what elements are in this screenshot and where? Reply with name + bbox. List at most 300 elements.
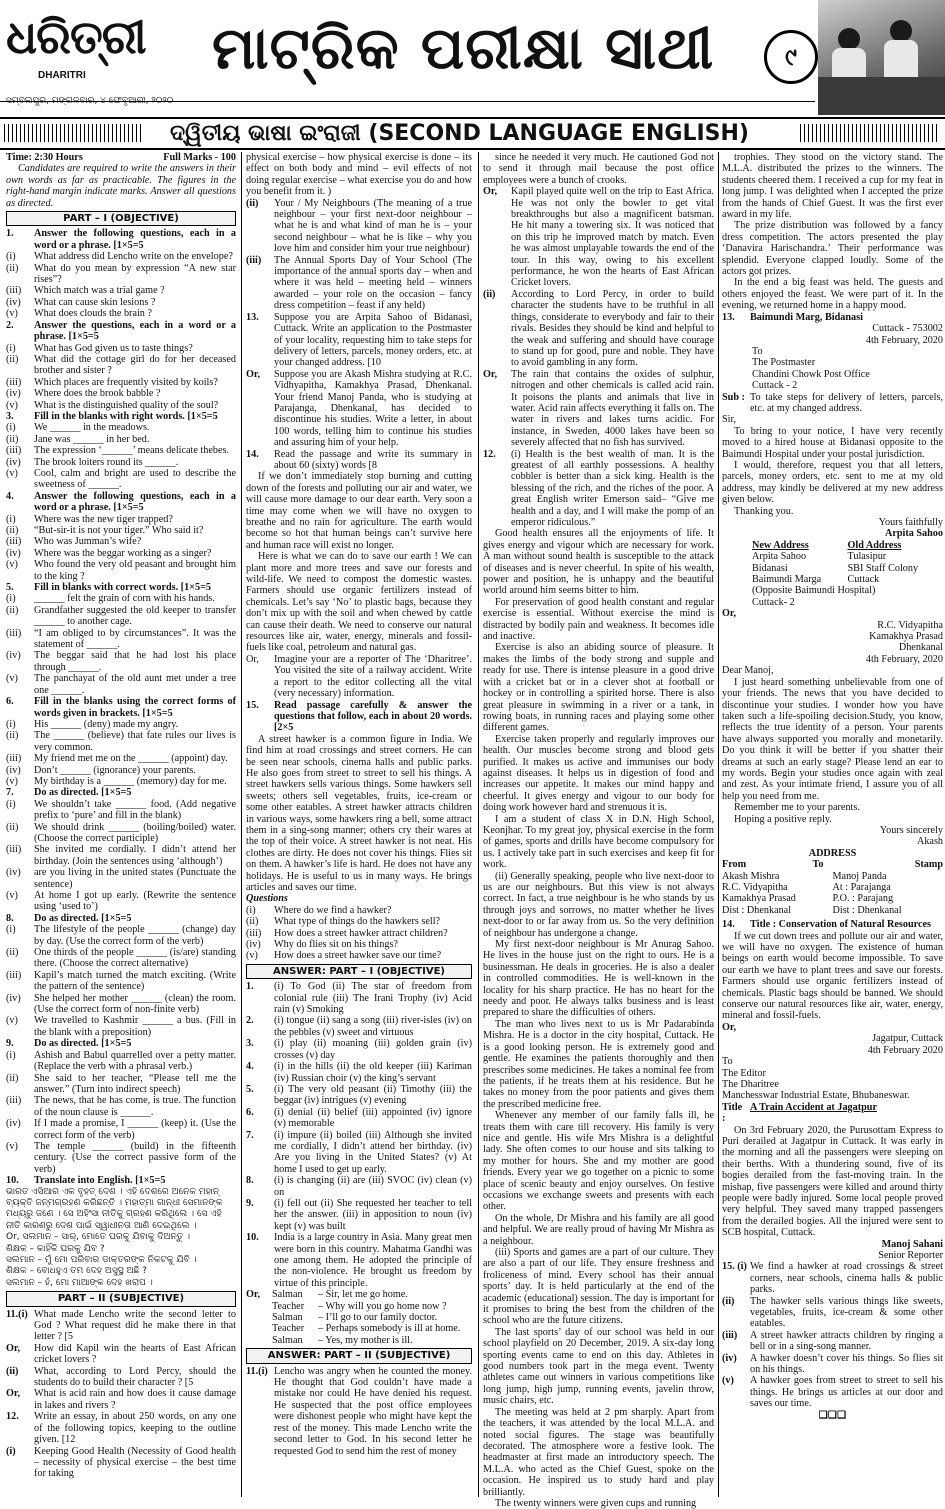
question bbox=[246, 950, 472, 961]
question bbox=[6, 354, 236, 377]
question bbox=[6, 1015, 236, 1038]
letter-date: 4th February, 2020 bbox=[865, 334, 943, 346]
instructions: Candidates are required to write the answers in their own words as far as practicable. The figures in the right-hand margin indicate marks. Answer all questions as directed. bbox=[6, 163, 236, 209]
subject-title: ଦ୍ୱିତୀୟ ଭାଷା ଇଂରାଜୀ (SECOND LANGUAGE ENGLISH) bbox=[170, 120, 749, 146]
text-span: The brook loiters round its ______. bbox=[34, 456, 179, 468]
text-span: (i) bbox=[246, 904, 256, 916]
column-2 bbox=[246, 152, 472, 1497]
question bbox=[6, 320, 236, 343]
text-span: We shouldn’t take ______ food. (Add negative prefix to ‘pure’ and fill in the blank) bbox=[34, 798, 236, 822]
text-span: She said to her teacher, “Please tell me the answer.” (Turn into indirect speech) bbox=[34, 1072, 236, 1095]
section-heading: PART – II (SUBJECTIVE) bbox=[6, 1291, 236, 1306]
band-decoration-left bbox=[4, 124, 144, 142]
column-4 bbox=[722, 152, 943, 1497]
address-row bbox=[752, 563, 943, 574]
question bbox=[6, 388, 236, 399]
text-span: Or, bbox=[6, 1342, 21, 1354]
answer bbox=[246, 1175, 472, 1198]
answer bbox=[246, 1084, 472, 1107]
letter-subject bbox=[722, 392, 943, 415]
text-span: 15. bbox=[246, 699, 259, 711]
text-span: Cool, calm and bright are used to describe the sweetness of ______. bbox=[34, 467, 236, 491]
text-span: What type of things do the hawkers sell? bbox=[274, 916, 441, 928]
text-span: (ii) bbox=[6, 525, 19, 536]
address-header bbox=[722, 540, 943, 551]
question bbox=[6, 753, 236, 764]
text-span: Imagine your are a reporter of The ‘Dharitree’. You visited the site of a railway accident. Write a report to the editor collecting all the vital (very necessary) information. bbox=[274, 653, 472, 700]
text-span: According to Lord Percy, in order to build character the students have to be truthful in all things, considerate to everybody and fair to their rivals. Besides they should be kind and helpful to the weak and suffering and should have courage to stand up for good, pure and noble. They have to avoid gambling in any form. bbox=[511, 288, 714, 369]
question bbox=[6, 799, 236, 822]
question bbox=[483, 449, 714, 529]
dialogue-line bbox=[246, 1323, 472, 1334]
text-span: (i) is changing (ii) are (iii) SVOC (iv) clean (v) on bbox=[274, 1175, 472, 1198]
text-span: – Sir, let me go home. bbox=[318, 1289, 408, 1301]
text-span: (ii) bbox=[6, 433, 19, 445]
text-span: (iv) bbox=[6, 867, 21, 879]
text-span: (iv) bbox=[6, 1118, 21, 1130]
text-span: A street hawker attracts children by ringing a bell or in a sing-song manner. bbox=[750, 1329, 943, 1353]
text-span: To bbox=[812, 859, 824, 871]
question bbox=[6, 468, 236, 491]
text-span: Answer the following questions, each in a word or a phrase. [1×5=5 bbox=[34, 490, 236, 514]
text-span: 10. bbox=[246, 1232, 259, 1244]
text-span: My birthday is a ______ (memory) day for me. bbox=[34, 775, 227, 787]
signature: Arpita Sahoo bbox=[884, 528, 943, 540]
text-span: What does clouds the brain ? bbox=[34, 308, 152, 320]
text-span: We find a hawker at road crossings & street corners, near schools, cinema halls & public parks. bbox=[750, 1261, 943, 1296]
paragraph: My first next-door neighbour is Mr Anurag Sahoo. He lives in the house just on the right to ours. He is a businessman. He deals in groceries. He is also a dealer in controlled commodities. He is well-known in the locality for his sharp practice. He has no heart for the needy and poor. He always talks business and is least prepared to share the difficulties of others. bbox=[483, 939, 714, 1019]
question bbox=[6, 582, 236, 593]
text-span: (i) bbox=[6, 513, 16, 525]
paragraph: Exercise is also an abiding source of pleasure. It makes the limbs of the body strong and supple and ready for use. There is intense pleasure in a good drive with a cricket bat or in a clever shot at football or hockey or in controlling a spirited horse. There is also great pleasure in swimming in a river or a tank, in rowing boats, in running races and playing some other different games. bbox=[483, 642, 714, 734]
text-span: (iii) bbox=[246, 927, 262, 939]
text-span: The news, that he has come, is true. The function of the noun clause is ______. bbox=[34, 1095, 236, 1118]
odia-text: ଶିକ୍ଷକ – କାହିଁକି ଘରକୁ ଯିବ ? bbox=[6, 1243, 105, 1254]
letter-header-line: 4th February, 2020 bbox=[865, 653, 943, 665]
answer bbox=[246, 1015, 472, 1038]
text-span: 14. bbox=[722, 919, 735, 931]
text-span: (v) bbox=[6, 467, 18, 479]
text-span: What is acid rain and how does it cause damage in lakes and rivers ? bbox=[34, 1388, 236, 1411]
text-span: 5. bbox=[246, 1083, 254, 1095]
text-span: Where does the brook babble ? bbox=[34, 388, 161, 400]
passage: Here is what we can do to save our earth ! We can plant more and more trees and save our forests and wild-life. We need to compost the domestic wastes. Farmers should use organic fertilizers instead of chemicals. Let’s say ‘No’ to plastic bags, because they don’t mix up with the soil and when chewed by cattle can cause their death. We need to conserve our natural resources like air, water, energy, minerals and fossil-fuels like coal, petroleum and natural gas. bbox=[246, 551, 472, 654]
text-span: At home I got up early. (Rewrite the sentence using ‘used to’) bbox=[34, 890, 236, 913]
address-row bbox=[722, 882, 943, 893]
signature: Akash bbox=[916, 836, 943, 848]
text-span: (v) bbox=[6, 559, 18, 571]
text-span: Which match was a trial game ? bbox=[34, 285, 165, 297]
text-span: Ashish and Babul quarrelled over a petty matter. (Replace the verb with a phrasal verb.) bbox=[34, 1049, 236, 1073]
question bbox=[6, 251, 236, 262]
question bbox=[6, 1309, 236, 1343]
text-span: (v) bbox=[6, 673, 18, 685]
address-line: To bbox=[752, 345, 763, 357]
letter-header-line: Kamakhya Prasad bbox=[869, 631, 943, 643]
question bbox=[6, 787, 236, 798]
question bbox=[6, 970, 236, 993]
report-body: On 3rd February 2020, the Purusottam Express to Puri derailed at Jagatpur in Cuttack. It was early in the morning and all the passengers were sleeping on their berths. With a thundering sound, five of its bogies derailed from the fast-moving train. In the mishap, five passengers were killed and around thirty people were badly injured. Some local people proved very helpful. They saved many trapped passengers from the derailed bogies. All the injured were sent to SCB hospital, Cuttack. bbox=[722, 1124, 943, 1239]
text-span: 3. bbox=[6, 410, 14, 422]
text-span: P.O. : Parajang bbox=[832, 893, 894, 905]
text-span: (i) bbox=[6, 924, 16, 936]
text-span: (iii) bbox=[722, 1329, 738, 1341]
question bbox=[6, 434, 236, 445]
address-line: Cuttack- 2 bbox=[752, 596, 795, 608]
text-span: At : Parajanga bbox=[832, 882, 891, 893]
answer bbox=[722, 1353, 943, 1376]
question bbox=[6, 536, 236, 547]
text-span: The lifestyle of the people ______ (change) day by day. (Use the correct form of the verb) bbox=[34, 924, 236, 947]
text-span: (iii) bbox=[6, 536, 22, 548]
text-span: Teacher bbox=[272, 1323, 305, 1335]
text-span: Old Address bbox=[847, 539, 902, 551]
dialogue-line bbox=[246, 1301, 472, 1312]
text-span: (i) bbox=[6, 718, 16, 730]
text-span: (ii) bbox=[246, 916, 259, 928]
text-span: – I’ll go to our family doctor. bbox=[318, 1312, 438, 1324]
text-span: 15. (i) bbox=[722, 1261, 747, 1273]
paragraph: (iii) Sports and games are a part of our culture. They are also a part of our life. They ensure freshness and froliceness of mind. Every school has their annual sports’ day. It is held particularly at the end of the academic (educational) session. The day is important for it promises to bring the best from the children of the school who are the future citizens. bbox=[483, 1247, 714, 1327]
paragraph: If we cut down trees and pollute our air and water, we will have no oxygen. The existence of human beings on earth would become impossible. To save our earth we have to plant trees and save our forests. Farmers should use organic fertilizers instead of chemicals. Plastic bags should be banned. We should conserve our natural resources like air, water, energy, mineral and fossil-fuels. bbox=[722, 930, 943, 1022]
answer bbox=[246, 1061, 472, 1084]
address-line: The Dharitree bbox=[722, 1078, 779, 1090]
question bbox=[6, 913, 236, 924]
section-heading: PART – I (OBJECTIVE) bbox=[6, 211, 236, 226]
question bbox=[246, 255, 472, 312]
text-span: SBI Staff Colony bbox=[847, 562, 919, 574]
question bbox=[6, 1175, 236, 1186]
paragraph: Remember me to your parents. bbox=[734, 802, 860, 814]
text-span: Fill in the blanks with right words. [1×5=5 bbox=[34, 410, 218, 422]
text-span: (iii) bbox=[246, 254, 262, 266]
text-span: 2. bbox=[246, 1015, 254, 1027]
text-span: (i) denial (ii) belief (iii) appointed (iv) ignore (v) memorable bbox=[274, 1106, 472, 1130]
text-span: 13. bbox=[722, 311, 735, 323]
answer bbox=[246, 981, 472, 1015]
answer bbox=[246, 1130, 472, 1176]
text-span: Who found the very old peasant and brought him to the king ? bbox=[34, 559, 236, 582]
text-span: Translate into English. [1×5=5 bbox=[34, 1175, 166, 1187]
question bbox=[6, 297, 236, 308]
text-span: Your / My Neighbours (The meaning of a true neighbour – your first next-door neighbour – what he is and what kind of man he is – your second neighbour – what he is like – why you love him and consider him your true neighbour) bbox=[274, 197, 472, 255]
text-span: (i) Health is the best wealth of man. It is the greatest of all earthly possessions. A healthy cobbler is better than a sick king. Health is the blessing of the rich, and the riches of the poor. A great English writer Emerson said– “Give me health and a day, and I will make the pomp of an emperor ridiculous.” bbox=[511, 448, 714, 528]
text-span: (i) impure (ii) boiled (iii) Although she invited me cordially, I didn’t attend her birthday. (iv) Are you living in the United States? (v) At home I used to get up early. bbox=[274, 1129, 472, 1175]
question bbox=[6, 593, 236, 604]
exam-marks: Full Marks - 100 bbox=[163, 152, 236, 163]
question bbox=[6, 696, 236, 719]
odia-text: Or, ସଲମାନ – ସାର୍, ମୋତେ ଘରକୁ ଯିବାକୁ ଦିଅନ୍ତୁ । bbox=[6, 1232, 191, 1243]
text-span: India is a large country in Asia. Many great men were born in this country. Mahatma Gandhi was one among them. He adopted the principle of the non-violence. He brought us freedom by virtue of this principle. bbox=[274, 1232, 472, 1289]
text-span: If I made a promise, I ______ (keep) it. (Use the correct form of the verb) bbox=[34, 1118, 236, 1141]
letter-header bbox=[722, 312, 943, 323]
letter-header-line: Dhenkanal bbox=[898, 642, 943, 654]
text-span: (iv) bbox=[6, 992, 21, 1004]
text-span: We should drink ______ (boiling/boiled) water. (Choose the correct participle) bbox=[34, 821, 236, 844]
answer bbox=[246, 1038, 472, 1061]
text-span: Read passage carefully & answer the questions that follow, each in about 20 words. [2×5 bbox=[274, 699, 472, 734]
text-span: (iii) bbox=[6, 844, 22, 856]
question bbox=[6, 947, 236, 970]
address-line: Manchesswar Industrial Estate, Bhubaneswar. bbox=[722, 1090, 910, 1102]
reporter-name: Manoj Sahani bbox=[881, 1238, 943, 1250]
text-span: (ii) bbox=[6, 1365, 19, 1377]
logo-text: ଧରିତ୍ରୀ bbox=[6, 10, 146, 64]
text-span bbox=[246, 1335, 272, 1346]
passage: A street hawker is a common figure in India. We find him at road crossings and street corners. He can be seen near schools, cinema halls and public parks. He also goes from street to street to sell his things. A street hawkers sells various things. Some hawkers sell sweets; others sell vegetables, fruits, ice-cream or some other eatables. A street hawker attracts children in various ways, some hawkers ring a bell, some attract them in a sing-song manner; others cry their wares at the top of their voice. A street hawker is not neat. His clothes are dirty. He does not cover his things. Flies sit on them. A hawker’s life is hard. He does not have any holidays. He is useful to us in many ways. He brings articles and saves our time. bbox=[246, 733, 472, 893]
question bbox=[6, 514, 236, 525]
text-span: New Address bbox=[752, 539, 809, 551]
question bbox=[6, 308, 236, 319]
column-1 bbox=[6, 152, 236, 1497]
paragraph: The meeting was held at 2 pm sharply. Apart from the teachers, it was attended by the local M.L.A. and noted social figures. The stage was beautifully decorated. The atmosphere wore a festive look. The headmaster at first made an introductory speech. The M.L.A. who acted as the Chief Guest, spoke on the occasion. He inspired us to study hard and play brilliantly. bbox=[483, 1406, 714, 1498]
text-span: The beggar said that he had lost his place through ______. bbox=[34, 650, 236, 673]
text-span: What can cause skin lesions ? bbox=[34, 296, 156, 308]
issue-number: ୯ bbox=[764, 30, 818, 84]
question bbox=[6, 1343, 236, 1366]
text-span: (iv) bbox=[6, 650, 21, 662]
text-span bbox=[246, 1301, 272, 1312]
dialogue-line bbox=[246, 1335, 472, 1346]
text-span: 9. bbox=[6, 1038, 14, 1050]
question bbox=[6, 400, 236, 411]
text-span: 2. bbox=[6, 319, 14, 331]
text-span: ______ felt the grain of corn with his hands. bbox=[34, 593, 215, 605]
section-heading: ANSWER: PART – II (SUBJECTIVE) bbox=[246, 1348, 472, 1363]
question bbox=[6, 343, 236, 354]
dharitri-logo bbox=[6, 6, 146, 92]
text-span: (iv) bbox=[6, 547, 21, 559]
answer bbox=[246, 1366, 472, 1457]
text-span: Salman bbox=[272, 1312, 303, 1324]
text-span: Akash Mishra bbox=[722, 870, 780, 882]
reporter-title: Senior Reporter bbox=[878, 1250, 943, 1261]
text-span: Sub : bbox=[722, 391, 745, 403]
text-span: 6. bbox=[6, 696, 14, 708]
paragraph: The prize distribution was followed by a fancy dress competition. The actors presented the play ‘Danavira Harischandra.’ Their performance was splendid. Everyone clapped loudly. Some of the actors got prizes. bbox=[722, 220, 943, 278]
text-span: 1. bbox=[6, 228, 14, 240]
text-span: Stamp bbox=[914, 859, 943, 871]
answer bbox=[722, 1375, 943, 1409]
paragraph: I just heard something unbelievable from one of your friends. The news that you have decided to discontinue your studies. I wonder how you have taken such a life-spoiling decision.Study, you know, reflects the true identity of a person. Your parents have always supported you morally and monetarily. Do you think it will be better if you shatter their dreams at such an early stage? Please lend an ear to my words. Begin your studies once again with zeal and zest. As your intimate friend, I assure you of all help you need from me. bbox=[722, 676, 943, 802]
paragraph: The last sports’ day of our school was held in our school playfield on 20 December, 2019. A six-day long sporting events came to end on this day. Athletes in good numbers took part in the mega event. Twenty athletes came out winners in various competitions like long jump, high jump, running events, javelin throw, music chairs, etc. bbox=[483, 1326, 714, 1407]
text-span: His ______ (deny) made my angry. bbox=[34, 718, 179, 730]
question bbox=[6, 719, 236, 730]
text-span: Keeping Good Health (Necessity of Good health – necessity of physical exercise – the best time for taking bbox=[34, 1445, 236, 1480]
text-span: The expression ‘______’ means delicate thebes. bbox=[34, 445, 230, 457]
paragraph: since he needed it very much. He cautioned God not to send it through mail because the post office employees were a bunch of crooks. bbox=[483, 152, 714, 186]
question bbox=[6, 1038, 236, 1049]
question bbox=[246, 312, 472, 369]
text-span: (iv) bbox=[6, 456, 21, 468]
question bbox=[246, 700, 472, 734]
text-span: Jane was ______ in her bed. bbox=[34, 433, 150, 445]
answer bbox=[246, 1198, 472, 1232]
text-span: What do you mean by expression “A new star rises”? bbox=[34, 262, 236, 286]
question bbox=[246, 198, 472, 255]
question bbox=[6, 765, 236, 776]
text-span: We ______ in the meadows. bbox=[34, 422, 150, 434]
paragraph: On the whole, Dr Mishra and his family are all good and helpful. We are really proud of having Mr Mishra as a neighbour. bbox=[483, 1212, 714, 1247]
question bbox=[6, 491, 236, 514]
text-span: – Why will you go home now ? bbox=[318, 1300, 447, 1312]
text-span: The panchayat of the old aunt met under a tree one ______. bbox=[34, 673, 236, 696]
question bbox=[6, 628, 236, 651]
text-span: (ii) bbox=[6, 821, 19, 833]
closing: Yours sincerely bbox=[879, 824, 943, 836]
question bbox=[6, 1050, 236, 1073]
question bbox=[6, 1095, 236, 1118]
text-span: What, according to Lord Percy, should the students do to build their character ? [5 bbox=[34, 1365, 236, 1389]
question bbox=[6, 1073, 236, 1096]
text-span: (iii) bbox=[6, 445, 22, 457]
text-span: 4. bbox=[246, 1061, 254, 1073]
question bbox=[6, 844, 236, 867]
column-3 bbox=[483, 152, 714, 1509]
question bbox=[6, 1446, 236, 1480]
text-span: Do as directed. [1×5=5 bbox=[34, 912, 132, 924]
text-span: Do as directed. [1×5=5 bbox=[34, 787, 132, 799]
text-span: 6. bbox=[246, 1106, 254, 1118]
text-span: 5. bbox=[6, 582, 14, 594]
text-span: (i) bbox=[6, 1445, 16, 1457]
text-span: Or, bbox=[246, 368, 261, 380]
question bbox=[6, 228, 236, 251]
question bbox=[246, 654, 472, 700]
text-span: (ii) bbox=[6, 262, 19, 274]
text-span: 7. bbox=[6, 787, 14, 799]
text-span: (i) To God (ii) The star of freedom from colonial rule (iii) The Irani Trophy (iv) Acid rain (v) Smoking bbox=[274, 981, 472, 1016]
text-span: Or, bbox=[246, 1289, 261, 1301]
odia-text: ସଲମାନ – ମୁଁ ମୋ ପରିବାର ଡାକ୍ତରଙ୍କ ନିକଟକୁ ଯିବି । bbox=[6, 1255, 197, 1265]
text-span: (i) bbox=[6, 251, 16, 263]
text-span: Read the passage and write its summary in about 60 (sixty) words [8 bbox=[274, 448, 472, 471]
question bbox=[246, 905, 472, 916]
text-span: 4. bbox=[6, 490, 14, 502]
address-line: The Editor bbox=[722, 1067, 766, 1079]
question bbox=[6, 993, 236, 1016]
address-title: ADDRESS bbox=[808, 847, 857, 859]
text-span: Write an essay, in about 250 words, on any one of the following topics, keeping to the outline given. [12 bbox=[34, 1411, 236, 1446]
question bbox=[6, 457, 236, 468]
text-span: (ii) bbox=[483, 288, 496, 300]
text-span: Answer the questions, each in a word or a phrase. [1×5=5 bbox=[34, 319, 236, 343]
text-span: 7. bbox=[246, 1129, 254, 1141]
supplement-title: ମାଟ୍ରିକ ପରୀକ୍ଷା ସାଥୀ bbox=[212, 13, 715, 82]
text-span: (ii) bbox=[6, 730, 19, 742]
salutation: Sir, bbox=[722, 414, 737, 426]
address-line: Cuttack - 2 bbox=[752, 380, 798, 392]
paragraph: To bring to your notice, I have very recently moved to a hired house at Bidanasi opposite to the Baimundi Hospital under your postal jurisdiction. bbox=[722, 425, 943, 460]
end-marker: ❑❑❑ bbox=[818, 1409, 847, 1421]
text-span: (i) bbox=[6, 342, 16, 354]
text-span: Title : Conservation of Natural Resources bbox=[750, 919, 931, 931]
text-span: Baimundi Marga bbox=[752, 574, 822, 586]
column-divider bbox=[241, 152, 242, 1497]
text-span: Kamakhya Prasad bbox=[722, 893, 796, 905]
text-span: 11.(i) bbox=[6, 1308, 28, 1320]
text-span: Manoj Panda bbox=[832, 870, 887, 882]
text-span: (v) bbox=[6, 1015, 18, 1027]
text-span: One thirds of the people ______ (is/are) standing there. (Choose the correct alternative) bbox=[34, 947, 236, 970]
answer bbox=[722, 1296, 943, 1330]
text-span: (v) bbox=[6, 399, 18, 411]
question bbox=[6, 650, 236, 673]
text-span: (i) play (ii) moaning (iii) golden grain (iv) crosses (v) day bbox=[274, 1038, 472, 1061]
text-span: What made Lencho write the second letter to God ? What request did he make there in that letter ? [5 bbox=[34, 1308, 236, 1343]
report-header-line: Jagatpur, Cuttack bbox=[872, 1033, 943, 1045]
question bbox=[6, 605, 236, 628]
address-row bbox=[722, 871, 943, 882]
text-span: (iii) bbox=[6, 753, 22, 765]
text-span bbox=[246, 1323, 272, 1334]
text-span: 8. bbox=[246, 1175, 254, 1187]
paragraph: physical exercise – how physical exercise is done – its effect on both body and mind – evil effects of not doing regular exercise – what exercise you do and how you benefit from it. ) bbox=[246, 152, 472, 198]
or-label: Or, bbox=[722, 1021, 737, 1033]
text-span: Or, bbox=[246, 653, 259, 665]
text-span: (v) bbox=[6, 775, 18, 787]
text-span: 14. bbox=[246, 448, 259, 460]
text-span: (v) bbox=[6, 890, 18, 901]
text-span: Answer the following questions, each in a word or a phrase. [1×5=5 bbox=[34, 228, 236, 251]
text-span: “I am obliged to by circumstances”. It was the statement of ______. bbox=[34, 627, 236, 651]
text-span: Title : bbox=[722, 1101, 743, 1125]
students-exam-photo bbox=[818, 0, 945, 115]
text-span: What is the distinguished quality of the soul? bbox=[34, 399, 219, 411]
salutation: Dear Manoj, bbox=[722, 665, 774, 677]
paragraph: In the end a big feast was held. The guests and others enjoyed the feast. We were part of it. In the evening, we returned home in a happy mood. bbox=[722, 277, 943, 312]
odia-text: ସଲମାନ – ହଁ, ମୋ ମାଆଙ୍କ ଦେହ ଖରାପ । bbox=[6, 1277, 153, 1288]
question bbox=[6, 525, 236, 536]
text-span: A hawker goes from street to street to sell his things. He brings us articles at our door and saves our time. bbox=[750, 1375, 943, 1410]
text-span: How does a street hawker attract children? bbox=[274, 927, 448, 939]
text-span: How did Kapil win the hearts of East African cricket lovers ? bbox=[34, 1342, 236, 1366]
answer bbox=[722, 1261, 943, 1295]
odia-text: ଭାରତ ଏସିଆର ଏକ ବୃହତ୍ ଦେଶ । ଏହି ଦେଶରେ ଅନେକ ମହାନ୍ ବ୍ୟକ୍ତି ଜନ୍ମଗ୍ରହଣ କରିଛନ୍ତି । ମହାତ୍ମା ଗାନ୍ଧୀ ସେମାନଙ୍କ ମଧ୍ୟରୁ ଜଣେ । ସେ ଅହିଂସା ନୀତିକୁ ଗ୍ରହଣ କରିଥିଲେ । ସେ ଏହି ନୀତି କାରଣରୁ ଦେଶ ପାଇଁ ସ୍ୱାଧୀନତା ଆଣି ଦେଇଥିଲେ । bbox=[6, 1186, 223, 1231]
question bbox=[246, 939, 472, 950]
question bbox=[246, 916, 472, 927]
text-span: (i) bbox=[6, 593, 16, 605]
text-span: Where do we find a hawker? bbox=[274, 904, 392, 916]
report-title bbox=[722, 1102, 943, 1125]
question bbox=[6, 867, 236, 890]
question bbox=[6, 924, 236, 947]
text-span: What has God given us to taste things? bbox=[34, 342, 193, 354]
question bbox=[6, 673, 236, 696]
question bbox=[6, 411, 236, 422]
paragraph: I would, therefore, request you that all letters, parcels, money orders, etc. sent to me at my old address, may kindly be delivered at my new address given below. bbox=[722, 459, 943, 506]
text-span: The rain that contains the oxides of sulphur, nitrogen and other chemicals is called acid rain. It poisons the plants and animals that live in water. Acid rain affects everything it falls on. The water in rivers and lakes turns acidic. For instance, in Sweden, 4000 lakes have been so severely affected that no fish has survived. bbox=[511, 368, 714, 449]
text-span: are you living in the united states (Punctuate the sentence) bbox=[34, 867, 236, 890]
question bbox=[6, 445, 236, 456]
question bbox=[246, 449, 472, 472]
text-span: (iii) bbox=[6, 969, 22, 981]
answer bbox=[246, 1232, 472, 1289]
question bbox=[6, 776, 236, 787]
question bbox=[6, 822, 236, 845]
text-span: What did the cottage girl do for her deceased brother and sister ? bbox=[34, 353, 236, 377]
report-header-line: 4th February 2020 bbox=[867, 1044, 943, 1056]
address-line: The Postmaster bbox=[752, 357, 816, 369]
question bbox=[6, 548, 236, 559]
question bbox=[6, 377, 236, 388]
address-header bbox=[722, 859, 943, 870]
text-span: (iv) bbox=[246, 939, 261, 951]
dialogue-line bbox=[246, 1312, 472, 1323]
exam-header bbox=[6, 152, 236, 163]
text-span: Dist : Dhenkanal bbox=[722, 904, 792, 916]
text-span: (v) bbox=[722, 1375, 734, 1387]
